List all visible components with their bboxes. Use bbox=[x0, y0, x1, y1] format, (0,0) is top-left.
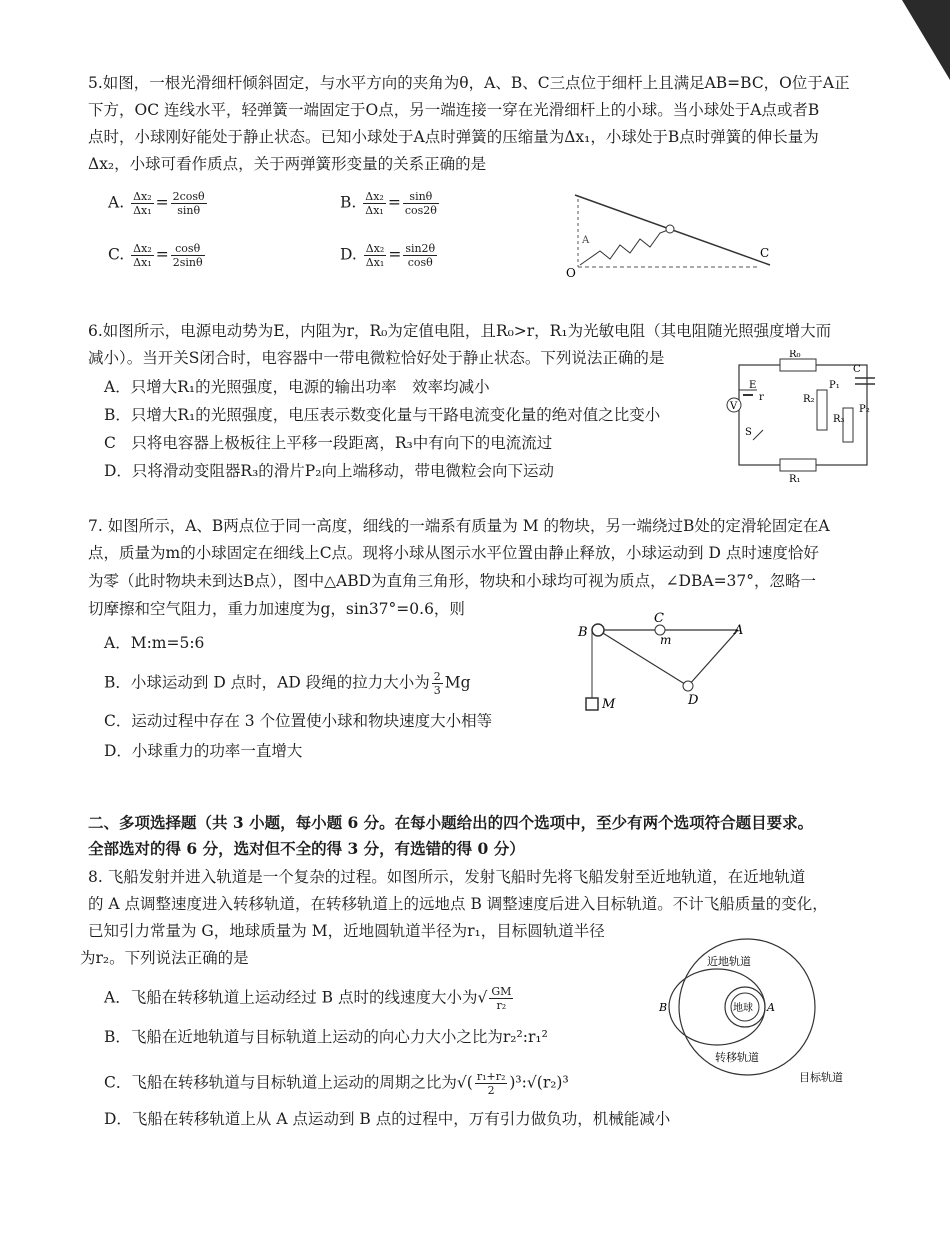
q8-orbit-figure bbox=[655, 935, 855, 1095]
q7-pulley bbox=[592, 624, 604, 636]
q7-option-d: D．小球重力的功率一直增大 bbox=[104, 742, 303, 760]
q6-r0-resistor bbox=[780, 359, 816, 371]
q7-line-4: 切摩擦和空气阻力，重力加速度为g，sin37°=0.6，则 bbox=[88, 600, 465, 618]
q8-label-transfer-orbit: 转移轨道 bbox=[715, 1051, 759, 1064]
q8-label-near-orbit: 近地轨道 bbox=[707, 955, 751, 968]
q6-line-1: 6.如图所示，电源电动势为E，内阻为r，R₀为定值电阻，且R₀>r，R₁为光敏电阻（其电阻随光照强度增大而 bbox=[88, 322, 832, 340]
q6-option-a: A．只增大R₁的光照强度，电源的输出功率 效率均减小 bbox=[104, 378, 490, 396]
q5-line-1: 5.如图，一根光滑细杆倾斜固定，与水平方向的夹角为θ，A、B、C三点位于细杆上且满足AB=BC，O位于A正 bbox=[88, 74, 850, 92]
q6-label-c: C bbox=[853, 364, 861, 375]
q8-line-1: 8. 飞船发射并进入轨道是一个复杂的过程。如图所示，发射飞船时先将飞船发射至近地轨道，在近地轨道 bbox=[88, 868, 806, 886]
q5-option-a: A. $\frac{\text{Δx₂}}{\text{Δx₁}}$ = $\frac{2\cos\theta}{\sin\theta}$ bbox=[108, 190, 205, 217]
q5-option-b: B. $\frac{\text{Δx₂}}{\text{Δx₁}}$ = $\frac{\sin\theta}{\cos 2\theta}$ bbox=[340, 190, 437, 217]
q7-line-bd bbox=[598, 630, 688, 686]
q6-label-s: S bbox=[745, 427, 752, 438]
q8-label-earth: 地球 bbox=[733, 1003, 753, 1014]
q5-spring bbox=[580, 230, 668, 265]
q6-option-c: C 只将电容器上极板往上平移一段距离，R₃中有向下的电流流过 bbox=[104, 434, 553, 452]
q8-option-a: A．飞船在转移轨道上运动经过 B 点时的线速度大小为√ $\frac{GM}{\text{r₂}}$ bbox=[104, 985, 512, 1012]
section2-line-2: 全部选对的得 6 分，选对但不全的得 3 分，有选错的得 0 分） bbox=[88, 839, 525, 858]
q5-label-o: O bbox=[566, 266, 576, 280]
q6-line-2: 减小）。当开关S闭合时，电容器中一带电微粒恰好处于静止状态。下列说法正确的是 bbox=[88, 349, 665, 367]
q8-line-2: 的 A 点调整速度进入转移轨道，在转移轨道上的远地点 B 调整速度后进入目标轨道。不计飞船质量的变化， bbox=[88, 895, 828, 913]
q7-label-d: D bbox=[688, 693, 699, 708]
q6-label-e: E bbox=[749, 380, 757, 391]
q5-label-c: C bbox=[760, 246, 770, 260]
q5-line-4: Δx₂，小球可看作质点，关于两弹簧形变量的关系正确的是 bbox=[88, 155, 487, 173]
q8-line-3: 已知引力常量为 G，地球质量为 M，近地圆轨道半径为r₁，目标圆轨道半径 bbox=[88, 922, 605, 940]
q7-label-c: C bbox=[654, 612, 664, 626]
q8-option-b: B．飞船在近地轨道与目标轨道上运动的向心力大小之比为r₂²:r₁² bbox=[104, 1028, 548, 1046]
q7-label-bigm: M bbox=[602, 697, 616, 712]
q6-r1-resistor bbox=[780, 459, 816, 471]
q6-label-r0: R₀ bbox=[789, 350, 801, 360]
q6-label-p1: P₁ bbox=[829, 380, 840, 391]
q6-label-r2: R₂ bbox=[803, 394, 815, 405]
q5-option-c: C. $\frac{\text{Δx₂}}{\text{Δx₁}}$ = $\frac{\cos\theta}{2\sin\theta}$ bbox=[108, 242, 203, 269]
q7-ball-d bbox=[683, 681, 693, 691]
page-corner-fold bbox=[902, 0, 950, 80]
q7-line-2: 点，质量为m的小球固定在细线上C点。现将小球从图示水平位置由静止释放，小球运动到 D 点时速度恰好 bbox=[88, 544, 819, 562]
q7-line-3: 为零（此时物块未到达B点），图中△ABD为直角三角形，物块和小球均可视为质点，∠DBA=37°，忽略一 bbox=[88, 572, 817, 590]
q7-pulley-figure bbox=[572, 612, 762, 722]
q5-line-3: 点时，小球刚好能处于静止状态。已知小球处于A点时弹簧的压缩量为Δx₁，小球处于B点时弹簧的伸长量为 bbox=[88, 128, 819, 146]
q8-label-target-orbit: 目标轨道 bbox=[799, 1071, 843, 1084]
q6-label-r1: R₁ bbox=[789, 474, 801, 485]
q5-option-d: D. $\frac{\text{Δx₂}}{\text{Δx₁}}$ = $\frac{\sin 2\theta}{\cos\theta}$ bbox=[340, 242, 436, 269]
q7-line-ad bbox=[688, 630, 738, 686]
q7-label-m: m bbox=[660, 633, 672, 647]
q7-option-c: C．运动过程中存在 3 个位置使小球和物块速度大小相等 bbox=[104, 712, 493, 730]
q6-option-b: B．只增大R₁的光照强度，电压表示数变化量与干路电流变化量的绝对值之比变小 bbox=[104, 406, 661, 424]
q8-label-a: A bbox=[767, 1001, 775, 1014]
q6-switch bbox=[753, 430, 763, 440]
q7-option-b: B．小球运动到 D 点时，AD 段绳的拉力大小为 $\frac{2}{3}$ Mg bbox=[104, 670, 471, 697]
q7-label-b: B bbox=[578, 625, 588, 640]
q5-incline-figure bbox=[560, 185, 785, 285]
q8-line-4: 为r₂。下列说法正确的是 bbox=[80, 949, 249, 967]
q6-label-v: V bbox=[730, 401, 738, 412]
q8-option-c: C．飞船在转移轨道与目标轨道上运动的周期之比为√( $\frac{\text{r₁+r₂}}{2}$ )³:√(r₂)³ bbox=[104, 1070, 569, 1097]
q6-option-d: D．只将滑动变阻器R₃的滑片P₂向上端移动，带电微粒会向下运动 bbox=[104, 462, 554, 480]
q5-ball bbox=[666, 225, 674, 233]
section2-line-1: 二、多项选择题（共 3 小题，每小题 6 分。在每小题给出的四个选项中，至少有两个选项符合题目要求。 bbox=[88, 813, 814, 832]
q5-line-2: 下方，OC 连线水平，轻弹簧一端固定于O点，另一端连接一穿在光滑细杆上的小球。当小球处于A点或者B bbox=[88, 101, 820, 119]
q7-line-1: 7. 如图所示，A、B两点位于同一高度，细线的一端系有质量为 M 的物块，另一端绕过B处的定滑轮固定在A bbox=[88, 517, 830, 535]
q6-label-r3: R₃ bbox=[833, 414, 845, 425]
q7-option-a: A．M:m=5:6 bbox=[104, 634, 205, 652]
q6-circuit-figure bbox=[725, 350, 885, 485]
q6-label-r: r bbox=[759, 392, 764, 403]
q8-label-b: B bbox=[659, 1001, 668, 1014]
q8-option-d: D．飞船在转移轨道上从 A 点运动到 B 点的过程中，万有引力做负功，机械能减小 bbox=[104, 1110, 671, 1128]
q5-label-a: A bbox=[582, 235, 590, 246]
q6-r2-resistor bbox=[817, 390, 827, 430]
q7-label-a: A bbox=[734, 623, 744, 638]
q6-label-p2: P₂ bbox=[859, 404, 870, 415]
q7-block-m bbox=[586, 698, 598, 710]
